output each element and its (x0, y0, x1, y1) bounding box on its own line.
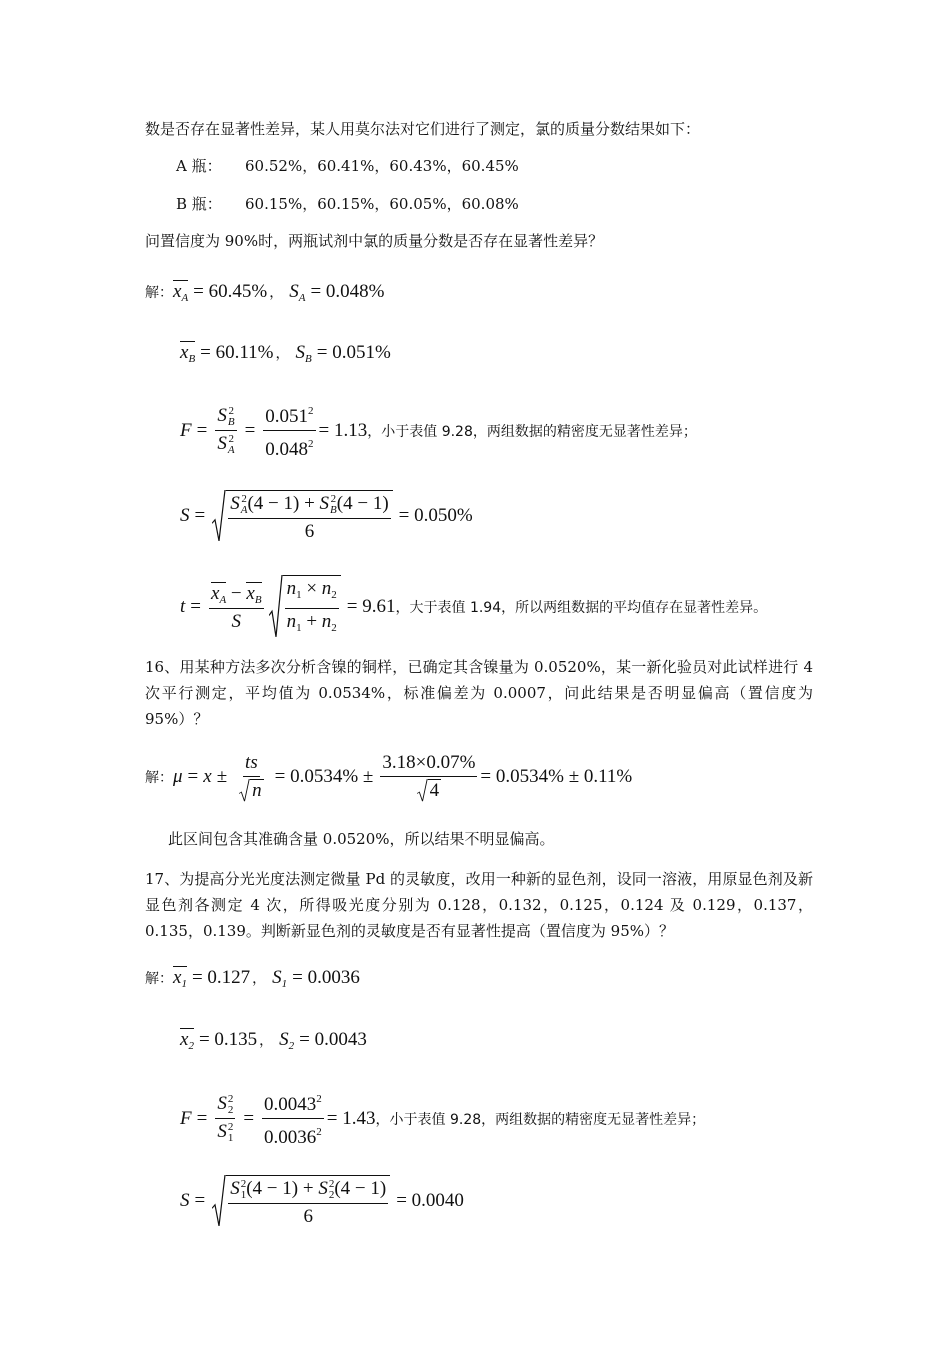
q17-text: 17、为提高分光光度法测定微量 Pd 的灵敏度，改用一种新的显色剂，设同一溶液，用原显色剂及新显色剂各测定 4 次，所得吸光度分别为 0.128，0.132，0.125，0.124 及 0.129，0.137，0.135，0.139。判断新显色剂的灵敏度是否有显著性提高（置信度为 95%）？ (145, 870, 813, 940)
sqrt-sign: S 2 A (4 − 1) + S 2 B (4 − 1) 6 (212, 490, 392, 543)
f-ratio-numeric: $\frac{0.051^2}{0.048^2}$ (263, 400, 315, 461)
xbar-a: $x_A$ (173, 281, 189, 304)
sol17-mean-1: 解： $x_1$ = 0.127 ， $S_1$ = 0.0036 (145, 966, 360, 990)
sol15-f-test: F = S 2 B S 2 A = $\frac{0.051^2}{0.048^2}$ = 1.13 ，小于表值 9.28，两组数据的精密度无显著性差异； (180, 400, 697, 461)
jie-label: 解： (145, 770, 173, 787)
bottle-a-values: 60.52%，60.41%，60.43%，60.45% (245, 157, 519, 175)
f-result: = 1.13 (318, 419, 368, 441)
interval-result: = 0.0534% ± 0.11% (480, 766, 633, 788)
xbar-a-value: = 60.45% (193, 281, 268, 302)
sol17-pooled-s: S = S 2 1 (4 − 1) + S 2 2 (4 − 1) 6 = 0.0040 (180, 1175, 464, 1228)
sol15-t-test: t = $\frac{x_A - x_B}{S}$ $\frac{n_1 \times n_2}{n_1 + n_2}$ = 9.61 ，大于表值 1.94，所以两组数据的平均值存在显著性差异。 (180, 575, 767, 639)
sol16-interval: 解： μ = x ± $\frac{ts}{n}$ = 0.0534% ± $\frac{3.18\times 0.07\%}{4}$ = 0.0534% ± 0.11% (145, 752, 633, 802)
jie-label: 解： (145, 971, 173, 987)
bottle-b-values: 60.15%，60.15%，60.05%，60.08% (245, 195, 519, 213)
q16-text: 16、用某种方法多次分析含镍的铜样，已确定其含镍量为 0.0520%，某一新化验员对此试样进行 4 次平行测定，平均值为 0.0534%，标准偏差为 0.0007，问此结果是否明显偏高（置信度为 95%）？ (145, 658, 813, 728)
f-comment: ，小于表值 9.28，两组数据的精密度无显著性差异； (367, 423, 697, 440)
s-a-value: = 0.048% (310, 281, 385, 302)
sol17-mean-2: $x_2$ = 0.135 ， $S_2$ = 0.0043 (180, 1028, 367, 1052)
t-result: = 9.61 (346, 596, 396, 617)
s-b-value: = 0.051% (316, 342, 391, 363)
q16-conclusion: 此区间包含其准确含量 0.0520%，所以结果不明显偏高。 (168, 830, 555, 848)
pooled-s-result: = 0.050% (398, 505, 473, 527)
sol15-pooled-s: S = S 2 A (4 − 1) + S 2 B (4 − 1) 6 = 0.050% (180, 490, 473, 543)
sol15-mean-b: $x_B$ = 60.11% ， $S_B$ = 0.051% (180, 341, 391, 365)
s-b: $S_B$ (295, 341, 312, 365)
sqrt-sign: S 2 1 (4 − 1) + S 2 2 (4 − 1) 6 (212, 1175, 390, 1228)
interval-mid: = 0.0534% ± (274, 766, 374, 788)
xbar-b: $x_B$ (180, 342, 196, 365)
xbar-b-value: = 60.11% (200, 342, 274, 363)
sol15-mean-a: 解： $x_A$ = 60.45% ， $S_A$ = 0.048% (145, 280, 385, 304)
question-line: 问置信度为 90%时，两瓶试剂中氯的质量分数是否存在显著性差异？ (145, 232, 604, 250)
bottle-a-label: A 瓶： (176, 157, 222, 175)
t-comment: ，大于表值 1.94，所以两组数据的平均值存在显著性差异。 (395, 600, 768, 616)
sqrt-sign: $\frac{n_1 \times n_2}{n_1 + n_2}$ (269, 575, 341, 639)
f-ratio-symbolic: S 2 B S 2 A (217, 405, 235, 456)
bottle-b-label: B 瓶： (176, 195, 222, 213)
sol17-f-test: F = S 2 2 S 2 1 = $\frac{0.0043^2}{0.0036^2}$ = 1.43 ，小于表值 9.28，两组数据的精密度无显著性差异； (180, 1088, 705, 1149)
s-a: $S_A$ (289, 280, 306, 304)
jie-label: 解： (145, 285, 173, 301)
intro-line: 数是否存在显著性差异，某人用莫尔法对它们进行了测定，氯的质量分数结果如下： (145, 120, 701, 138)
